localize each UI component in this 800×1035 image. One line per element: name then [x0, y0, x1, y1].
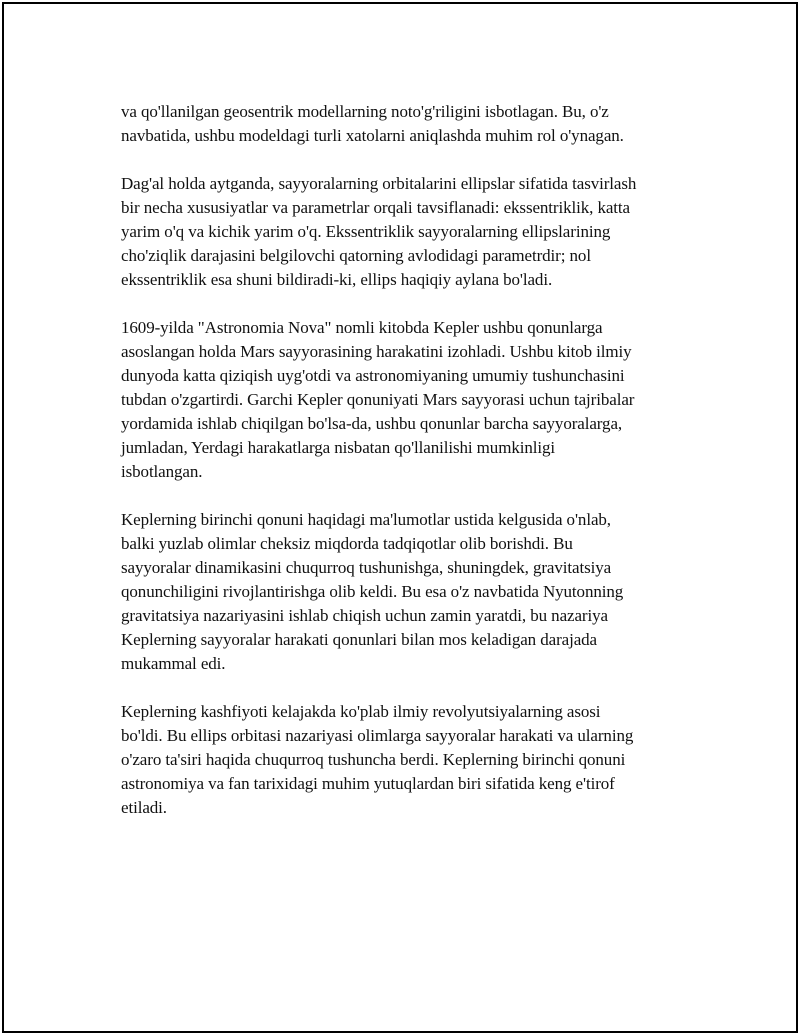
paragraph-3: 1609-yilda "Astronomia Nova" nomli kitobda Kepler ushbu qonunlarga asoslangan holda Mars sayyorasining harakatini izohladi. Ushbu kitob ilmiy dunyoda katta qiziqish uyg'otdi va astronomiyaning umumiy tushunchasini tubdan o'zgartirdi. Garchi Kepler qonuniyati Mars sayyorasi uchun tajribalar yordamida ishlab chiqilgan bo'lsa-da, ushbu qonunlar barcha sayyoralarga, jumladan, Yerdagi harakatlarga nisbatan qo'llanilishi mumkinligi isbotlangan.	[121, 318, 635, 481]
document-body	[121, 100, 693, 844]
paragraph-4: Keplerning birinchi qonuni haqidagi ma'lumotlar ustida kelgusida o'nlab, balki yuzlab olimlar cheksiz miqdorda tadqiqotlar olib borishdi. Bu sayyoralar dinamikasini chuqurroq tushunishga, shuningdek, gravitatsiya qonunchiligini rivojlantirishga olib keldi. Bu esa o'z navbatida Nyutonning gravitatsiya nazariyasini ishlab chiqish uchun zamin yaratdi, bu nazariya Keplerning sayyoralar harakati qonunlari bilan mos keladigan darajada mukammal edi.	[121, 510, 624, 673]
paragraph-1: va qo'llanilgan geosentrik modellarning noto'g'riligini isbotlagan. Bu, o'z navbatida, ushbu modeldagi turli xatolarni aniqlashda muhim rol o'ynagan.	[121, 102, 624, 145]
page-frame	[2, 2, 798, 1033]
paragraph-5: Keplerning kashfiyoti kelajakda ko'plab ilmiy revolyutsiyalarning asosi bo'ldi. Bu ellips orbitasi nazariyasi olimlarga sayyoralar harakati va ularning o'zaro ta'siri haqida chuqurroq tushuncha berdi. Keplerning birinchi qonuni astronomiya va fan tarixidagi muhim yutuqlardan biri sifatida keng e'tirof etiladi.	[121, 702, 634, 817]
paragraph-2: Dag'al holda aytganda, sayyoralarning orbitalarini ellipslar sifatida tasvirlash bir necha xususiyatlar va parametrlar orqali tavsiflanadi: ekssentriklik, katta yarim o'q va kichik yarim o'q. Ekssentriklik sayyoralarning ellipslarining cho'ziqlik darajasini belgilovchi qatorning avlodidagi parametrdir; nol ekssentriklik esa shuni bildiradi-ki, ellips haqiqiy aylana bo'ladi.	[121, 174, 637, 289]
